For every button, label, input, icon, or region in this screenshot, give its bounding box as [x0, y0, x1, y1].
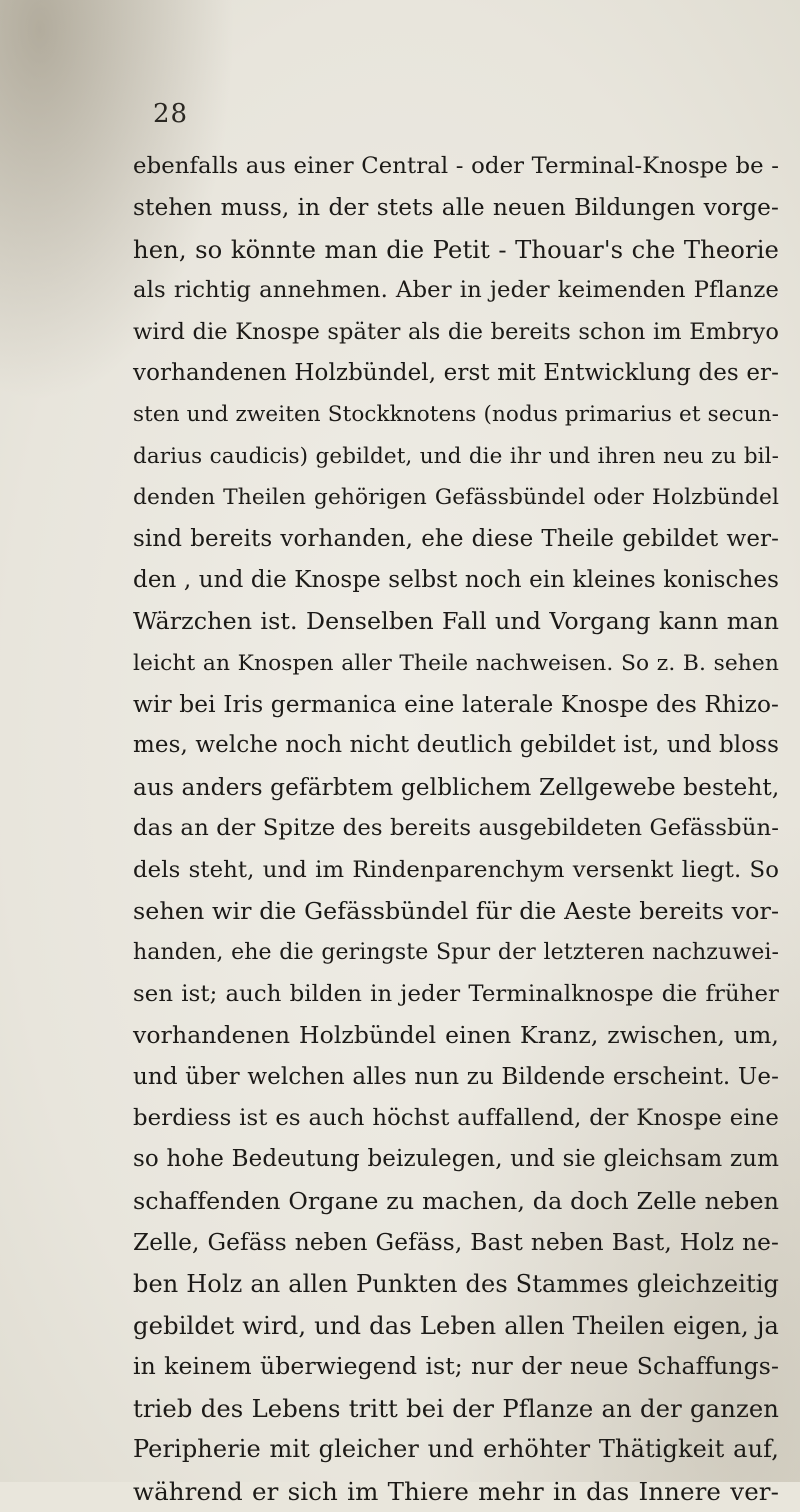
text-line: darius caudicis) gebildet, und die ihr und ihren neu zu bil- [133, 443, 779, 469]
text-line: Zelle, Gefäss neben Gefäss, Bast neben Bast, Holz ne- [133, 1229, 779, 1257]
text-line: ebenfalls aus einer Central - oder Terminal-Knospe be - [133, 153, 779, 179]
text-line: in keinem überwiegend ist; nur der neue Schaffungs- [133, 1352, 779, 1381]
text-line: schaffenden Organe zu machen, da doch Zelle neben [133, 1186, 779, 1215]
text-line: den , und die Knospe selbst noch ein kleines konisches [133, 566, 779, 593]
text-line: gebildet wird, und das Leben allen Theilen eigen, ja [133, 1310, 779, 1340]
text-line: dels steht, und im Rindenparenchym versenkt liegt. So [133, 856, 779, 883]
text-line: sind bereits vorhanden, ehe diese Theile gebildet wer- [133, 525, 779, 552]
text-line: und über welchen alles nun zu Bildende erscheint. Ue- [133, 1063, 779, 1090]
text-line: vorhandenen Holzbündel einen Kranz, zwischen, um, [133, 1021, 779, 1050]
text-line: als richtig annehmen. Aber in jeder keimenden Pflanze [133, 277, 779, 304]
text-line: so hohe Bedeutung beizulegen, und sie gleichsam zum [133, 1146, 779, 1173]
text-line: hen, so könnte man die Petit - Thouar's che Theorie [133, 234, 779, 264]
text-line: trieb des Lebens tritt bei der Pflanze an der ganzen [133, 1393, 779, 1423]
text-line: sen ist; auch bilden in jeder Terminalknospe die früher [133, 980, 779, 1007]
text-line: berdiess ist es auch höchst auffallend, der Knospe eine [133, 1104, 779, 1131]
text-line: mes, welche noch nicht deutlich gebildet ist, und bloss [133, 732, 779, 759]
text-line: wird die Knospe später als die bereits schon im Embryo [133, 318, 779, 345]
text-line: denden Theilen gehörigen Gefässbündel oder Holzbündel [133, 485, 779, 511]
text-line: handen, ehe die geringste Spur der letzteren nachzuwei- [133, 940, 779, 966]
text-line: sehen wir die Gefässbündel für die Aeste bereits vor- [133, 897, 780, 926]
text-line: während er sich im Thiere mehr in das Innere ver- [133, 1476, 779, 1506]
text-line: Peripherie mit gleicher und erhöhter Thätigkeit auf, [133, 1435, 779, 1464]
page-number: 28 [153, 99, 189, 129]
text-line: ben Holz an allen Punkten des Stammes gleichzeitig [133, 1269, 779, 1298]
text-line: wir bei Iris germanica eine laterale Knospe des Rhizo- [133, 691, 779, 719]
text-line: leicht an Knospen aller Theile nachweisen. So z. B. sehen [133, 650, 779, 676]
body-text [133, 146, 779, 1512]
text-line: das an der Spitze des bereits ausgebildeten Gefässbün- [133, 815, 779, 842]
text-line: sten und zweiten Stockknotens (nodus primarius et secun- [133, 402, 779, 428]
text-line: aus anders gefärbtem gelblichem Zellgewebe besteht, [133, 773, 780, 801]
text-line: Wärzchen ist. Denselben Fall und Vorgang kann man [133, 607, 779, 636]
text-line: vorhandenen Holzbündel, erst mit Entwicklung des er- [133, 359, 779, 386]
text-line: stehen muss, in der stets alle neuen Bildungen vorge- [133, 194, 779, 222]
